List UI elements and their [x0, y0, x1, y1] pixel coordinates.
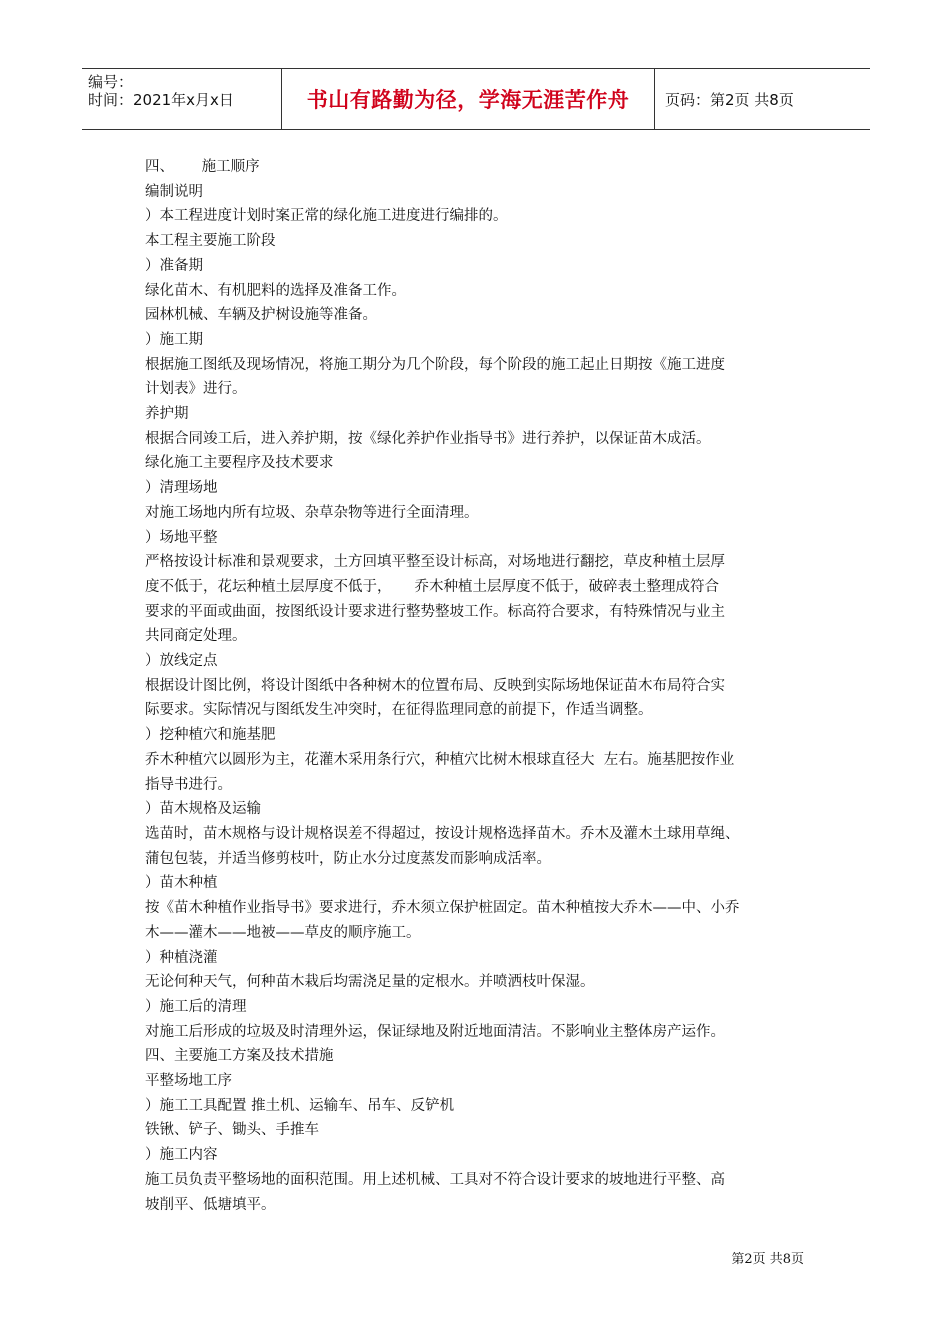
body-text-line: ）施工内容 — [145, 1147, 218, 1164]
body-text-line: 际要求。实际情况与图纸发生冲突时，在征得监理同意的前提下，作适当调整。 — [145, 702, 653, 719]
page-header — [82, 68, 870, 130]
body-text-line: 指导书进行。 — [145, 776, 232, 793]
body-text-line: 绿化施工主要程序及技术要求 — [145, 455, 334, 472]
body-text-line: ）施工后的清理 — [145, 998, 247, 1015]
body-text-line: 乔木种植穴以圆形为主，花灌木采用条行穴，种植穴比树木根球直径大 左右。施基肥按作业 — [145, 751, 735, 768]
body-text-line: ）施工工具配置 推土机、运输车、吊车、反铲机 — [145, 1097, 455, 1114]
body-text-line: 根据设计图比例，将设计图纸中各种树木的位置布局、反映到实际场地保证苗木布局符合实 — [145, 677, 725, 694]
body-text-line: 根据合同竣工后，进入养护期，按《绿化养护作业指导书》进行养护，以保证苗木成活。 — [145, 430, 711, 447]
body-text-line: 本工程主要施工阶段 — [145, 233, 276, 250]
body-text-line: ）苗木种植 — [145, 875, 218, 892]
document-date-label: 时间：2021年x月x日 — [88, 91, 234, 109]
body-text-line: ）苗木规格及运输 — [145, 801, 261, 818]
body-text-line: ）放线定点 — [145, 653, 218, 670]
body-text-line: ）准备期 — [145, 257, 203, 274]
header-motto: 书山有路勤为径，学海无涯苦作舟 — [282, 69, 655, 129]
body-text-line: 坡削平、低塘填平。 — [145, 1196, 276, 1213]
body-text-line: 编制说明 — [145, 183, 203, 200]
body-text-line: 养护期 — [145, 406, 189, 423]
header-page-number: 页码：第2页 共8页 — [665, 90, 794, 109]
body-text-line: 施工员负责平整场地的面积范围。用上述机械、工具对不符合设计要求的坡地进行平整、高 — [145, 1171, 725, 1188]
body-text-line: 严格按设计标准和景观要求，土方回填平整至设计标高，对场地进行翻挖，草皮种植土层厚 — [145, 554, 725, 571]
body-text-line: 共同商定处理。 — [145, 628, 247, 645]
body-text-line: 平整场地工序 — [145, 1073, 232, 1090]
body-text-line: 根据施工图纸及现场情况，将施工期分为几个阶段，每个阶段的施工起止日期按《施工进度 — [145, 356, 725, 373]
body-text-line: 园林机械、车辆及护树设施等准备。 — [145, 307, 377, 324]
body-text-line: 无论何种天气，何种苗木栽后均需浇足量的定根水。并喷洒枝叶保湿。 — [145, 974, 595, 991]
body-text-line: 对施工后形成的垃圾及时清理外运，保证绿地及附近地面清洁。不影响业主整体房产运作。 — [145, 1023, 725, 1040]
body-text-line: ）种植浇灌 — [145, 949, 218, 966]
body-text-line: 四、主要施工方案及技术措施 — [145, 1048, 334, 1065]
body-text-line: ）本工程进度计划时案正常的绿化施工进度进行编排的。 — [145, 208, 508, 225]
body-text-line: 计划表》进行。 — [145, 381, 247, 398]
body-text-line: 绿化苗木、有机肥料的选择及准备工作。 — [145, 282, 406, 299]
body-text-line: 要求的平面或曲面，按图纸设计要求进行整势整坡工作。标高符合要求，有特殊情况与业主 — [145, 603, 725, 620]
body-text-line: 四、 施工顺序 — [145, 159, 260, 175]
document-number-label: 编号： — [88, 73, 134, 91]
body-text-line: 选苗时，苗木规格与设计规格误差不得超过，按设计规格选择苗木。乔木及灌木土球用草绳、 — [145, 825, 740, 842]
body-text-line: 铁锹、铲子、锄头、手推车 — [145, 1122, 319, 1139]
body-text-line: 按《苗木种植作业指导书》要求进行，乔木须立保护桩固定。苗木种植按大乔木——中、小乔 — [145, 900, 740, 917]
body-text-line: ）场地平整 — [145, 529, 218, 546]
body-text-line: ）施工期 — [145, 331, 203, 348]
document-body — [145, 155, 811, 1217]
header-info-cell — [82, 69, 282, 129]
body-text-line: ）清理场地 — [145, 480, 218, 497]
body-text-line: 对施工场地内所有垃圾、杂草杂物等进行全面清理。 — [145, 504, 479, 521]
body-text-line: 蒲包包装，并适当修剪枝叶，防止水分过度蒸发而影响成活率。 — [145, 850, 551, 867]
body-text-line: 度不低于，花坛种植土层厚度不低于， 乔木种植土层厚度不低于，破碎表土整理成符合 — [145, 578, 720, 595]
body-text-line: ）挖种植穴和施基肥 — [145, 727, 276, 744]
body-text-line: 木——灌木——地被——草皮的顺序施工。 — [145, 924, 421, 941]
page-footer-number: 第2页 共8页 — [731, 1252, 804, 1267]
